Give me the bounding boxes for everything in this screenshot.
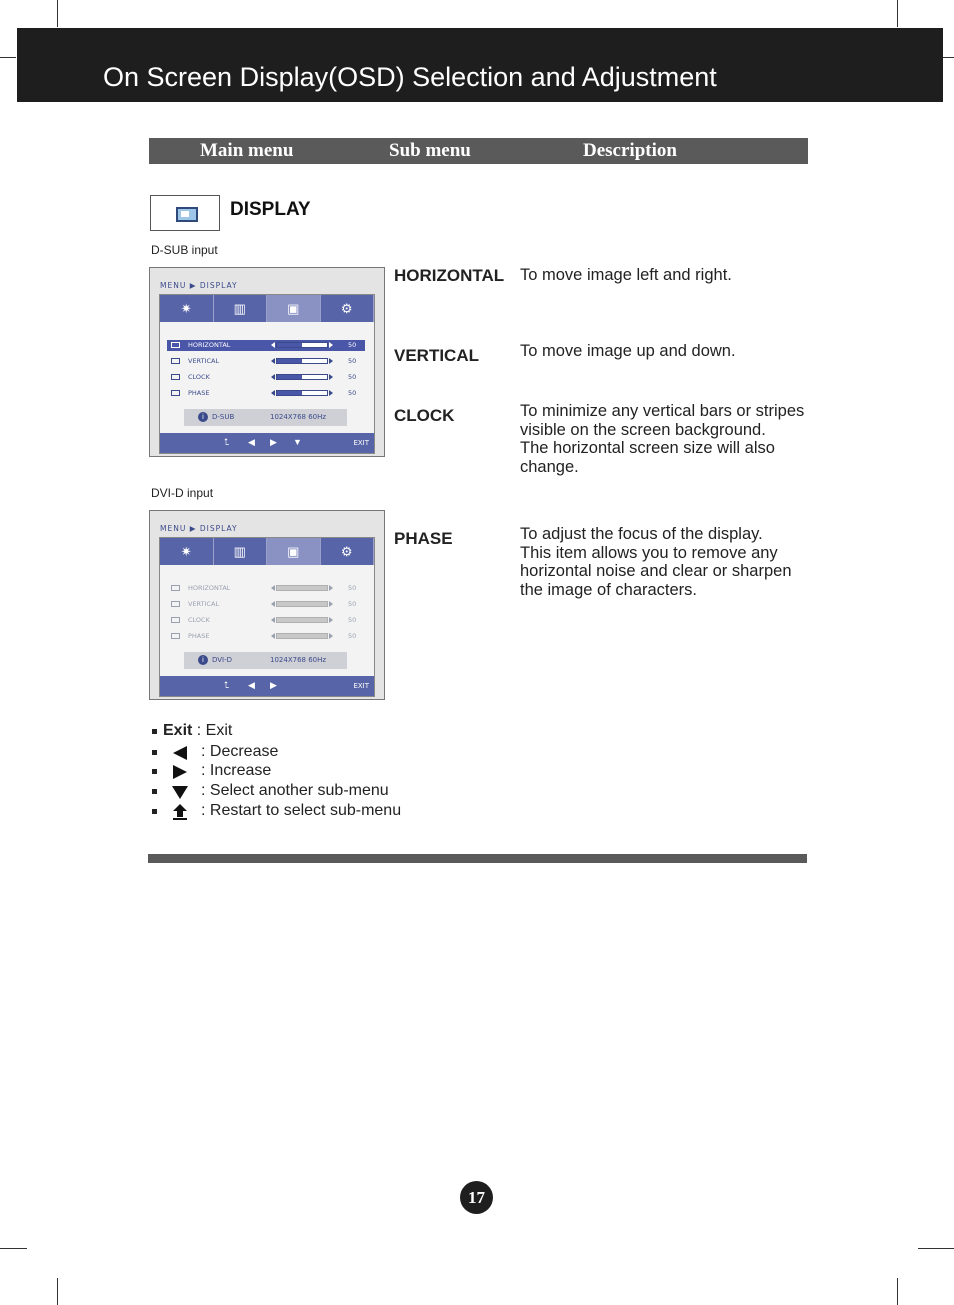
osd-footer <box>160 433 374 453</box>
desc-phase: To adjust the focus of the display. This item allows you to remove any horizontal noise and clear or sharpen the image of characters. <box>520 525 792 599</box>
info-icon: i <box>198 412 208 422</box>
osd-dsub-screenshot <box>149 267 385 457</box>
bullet <box>152 729 157 734</box>
decrease-icon: ◀ <box>248 437 255 447</box>
dsub-input-label: D-SUB input <box>151 243 218 257</box>
column-sub-menu: Sub menu <box>389 140 471 161</box>
bullet <box>152 789 157 794</box>
settings-icon: ⚙ <box>321 295 375 322</box>
legend-exit-key: Exit <box>163 722 193 739</box>
desc-vertical: To move image up and down. <box>520 342 736 360</box>
submenu-clock: CLOCK <box>394 406 455 425</box>
legend-increase-text: : Increase <box>201 762 272 779</box>
crop-mark <box>0 57 16 58</box>
display-icon-box <box>150 195 220 231</box>
osd-row-phase: PHASE 50 <box>167 388 365 399</box>
footer-bar <box>148 854 807 863</box>
increase-icon: ▶ <box>270 437 277 447</box>
bullet <box>152 750 157 755</box>
legend-select-text: : Select another sub-menu <box>201 782 389 799</box>
column-header-bar <box>149 138 808 164</box>
osd-row-clock: CLOCK 50 <box>167 615 365 626</box>
desc-horizontal: To move image left and right. <box>520 266 732 284</box>
increase-icon <box>170 762 190 781</box>
osd-row-phase: PHASE 50 <box>167 631 365 642</box>
osd-panel <box>159 294 375 454</box>
decrease-icon: ◀ <box>248 680 255 690</box>
osd-row-clock: CLOCK 50 <box>167 372 365 383</box>
brightness-icon: ✷ <box>160 538 214 565</box>
submenu-horizontal: HORIZONTAL <box>394 266 505 285</box>
crop-mark <box>897 1278 898 1305</box>
crop-mark <box>897 0 898 27</box>
legend-decrease-text: : Decrease <box>201 743 279 760</box>
increase-icon: ▶ <box>270 680 277 690</box>
bullet <box>152 769 157 774</box>
settings-icon: ⚙ <box>321 538 375 565</box>
osd-info-bar: i D-SUB 1024X768 60Hz <box>184 409 347 426</box>
display-icon <box>151 196 219 230</box>
color-icon: ▥ <box>214 538 268 565</box>
osd-menu-path: MENU ▶ DISPLAY <box>160 281 238 290</box>
osd-tabs <box>160 295 374 322</box>
osd-row-vertical: VERTICAL 50 <box>167 356 365 367</box>
page-title: On Screen Display(OSD) Selection and Adjustment <box>103 62 717 92</box>
osd-info-bar: i DVI-D 1024X768 60Hz <box>184 652 347 669</box>
legend-restart-text: : Restart to select sub-menu <box>201 802 402 819</box>
osd-row-horizontal: HORIZONTAL 50 <box>167 340 365 351</box>
crop-mark <box>918 1248 954 1249</box>
main-menu-label: DISPLAY <box>230 199 311 220</box>
crop-mark <box>57 0 58 27</box>
restart-icon: ⮤ <box>224 437 230 447</box>
legend-exit-text: : Exit <box>192 722 233 739</box>
submenu-vertical: VERTICAL <box>394 346 479 365</box>
crop-mark <box>57 1278 58 1305</box>
osd-footer <box>160 676 374 696</box>
submenu-phase: PHASE <box>394 529 453 548</box>
select-icon: ▼ <box>293 437 302 447</box>
osd-menu-path: MENU ▶ DISPLAY <box>160 524 238 533</box>
decrease-icon <box>170 743 190 762</box>
color-icon: ▥ <box>214 295 268 322</box>
restart-icon <box>170 802 190 821</box>
crop-mark <box>0 1248 27 1249</box>
restart-icon: ⮤ <box>224 680 230 690</box>
display-icon: ▣ <box>267 538 321 565</box>
page-number: 17 <box>460 1181 493 1214</box>
dvid-input-label: DVI-D input <box>151 486 214 500</box>
osd-panel <box>159 537 375 697</box>
brightness-icon: ✷ <box>160 295 214 322</box>
display-icon: ▣ <box>267 295 321 322</box>
osd-exit-label: EXIT <box>353 439 369 447</box>
column-main-menu: Main menu <box>200 140 294 161</box>
osd-tabs <box>160 538 374 565</box>
bullet <box>152 809 157 814</box>
desc-clock: To minimize any vertical bars or stripes visible on the screen background. The horizontal screen size will also change. <box>520 402 805 476</box>
select-down-icon <box>170 782 190 801</box>
osd-row-horizontal: HORIZONTAL 50 <box>167 583 365 594</box>
osd-row-vertical: VERTICAL 50 <box>167 599 365 610</box>
column-description: Description <box>583 140 677 161</box>
osd-dvid-screenshot <box>149 510 385 700</box>
info-icon: i <box>198 655 208 665</box>
osd-exit-label: EXIT <box>353 682 369 690</box>
